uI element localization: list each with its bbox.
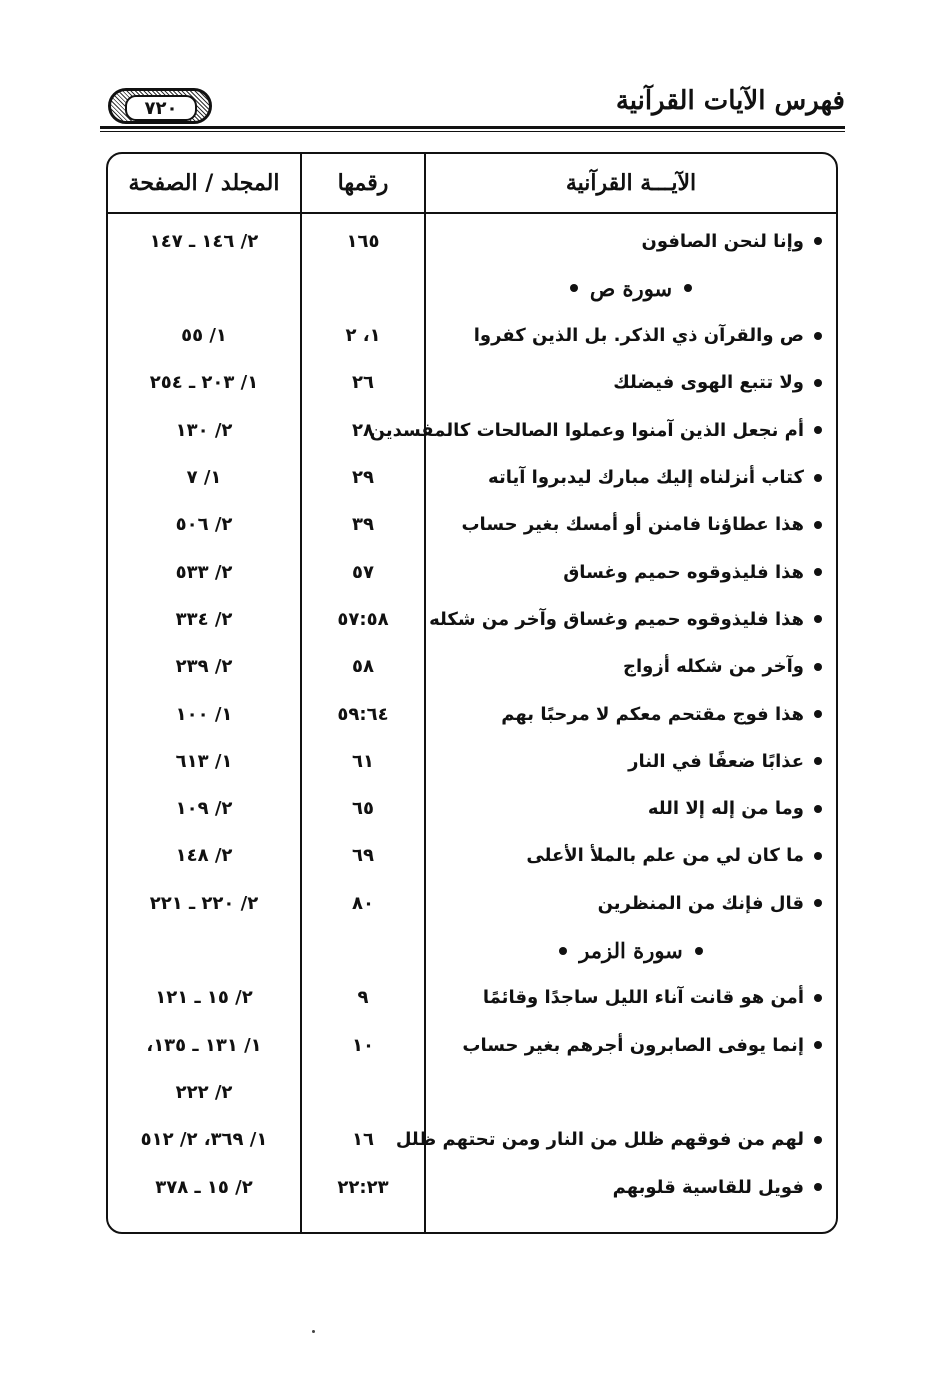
volume-page-cell: ٢/ ٥٠٦ bbox=[175, 514, 233, 536]
verse-cell bbox=[426, 880, 822, 926]
verse-cell bbox=[426, 502, 822, 548]
verse-cell bbox=[426, 313, 822, 359]
volume-page-cell: ٢/ ١٥ ـ ١٢١ bbox=[155, 987, 253, 1009]
verse-number-cell: ٢٩ bbox=[352, 467, 374, 488]
verse-number-cell: ١، ٢ bbox=[345, 325, 381, 347]
volume-page-cell: ١/ ٢٠٣ ـ ٢٥٤ bbox=[149, 372, 259, 394]
bullet-icon bbox=[814, 615, 822, 623]
table-row bbox=[108, 1069, 836, 1115]
verse-index-table bbox=[106, 152, 838, 1234]
volume-page-cell: ٢/ ٣٣٤ bbox=[175, 608, 233, 630]
bullet-icon bbox=[814, 474, 822, 482]
bullet-icon bbox=[814, 1041, 822, 1049]
bullet-icon bbox=[814, 1136, 822, 1144]
verse-text: وما من إله إلا الله bbox=[647, 798, 804, 820]
verse-text: ولا تتبع الهوى فيضلك bbox=[613, 372, 804, 394]
verse-text: فويل للقاسية قلوبهم bbox=[612, 1176, 804, 1198]
verse-cell bbox=[426, 360, 822, 406]
verse-text: هذا فليذوقوه حميم وغساق وآخر من شكله bbox=[429, 608, 804, 630]
verse-number-cell: ١٦٥ bbox=[346, 230, 380, 252]
volume-page-cell: ٢/ ١٥ ـ ٣٧٨ bbox=[155, 1176, 253, 1198]
table-row bbox=[108, 502, 836, 548]
volume-page-cell: ٢/ ١٤٨ bbox=[175, 845, 233, 867]
verse-text: هذا فوج مقتحم معكم لا مرحبًا بهم bbox=[501, 703, 804, 725]
volume-page-cell: ٢/ ١٠٩ bbox=[175, 798, 233, 820]
surah-heading bbox=[426, 265, 836, 311]
verse-cell bbox=[369, 407, 822, 453]
bullet-icon bbox=[695, 947, 703, 955]
table-row bbox=[108, 455, 836, 501]
verse-number-cell: ٩ bbox=[357, 987, 369, 1009]
table-row bbox=[108, 738, 836, 784]
verse-text: ص والقرآن ذي الذكر. بل الذين كفروا bbox=[473, 325, 804, 347]
bullet-icon bbox=[814, 805, 822, 813]
verse-column-header: الآيـــة القرآنية bbox=[565, 170, 697, 196]
verse-cell bbox=[426, 644, 822, 690]
volume-page-cell: ١/ ١٠٠ bbox=[175, 703, 233, 725]
verse-number-cell: ٥٩:٦٤ bbox=[337, 703, 389, 725]
verse-number-cell: ٥٨ bbox=[352, 656, 374, 678]
verse-cell bbox=[426, 1022, 822, 1068]
page-header bbox=[100, 80, 845, 132]
table-row bbox=[108, 786, 836, 832]
verse-text: ما كان لي من علم بالملأ الأعلى bbox=[526, 845, 804, 867]
bullet-icon bbox=[814, 710, 822, 718]
verse-number-cell: ٦١ bbox=[352, 750, 374, 772]
verse-text: وآخر من شكله أزواج bbox=[623, 656, 804, 678]
verse-cell bbox=[426, 786, 822, 832]
volume-page-cell: ٢/ ٢٢٠ ـ ٢٢١ bbox=[149, 892, 259, 914]
table-row bbox=[108, 407, 836, 453]
header-rule-thin bbox=[100, 131, 845, 132]
table-row bbox=[108, 1022, 836, 1068]
verse-cell bbox=[426, 549, 822, 595]
verse-cell bbox=[426, 596, 822, 642]
verse-number-cell: ٢٢:٢٣ bbox=[337, 1176, 389, 1198]
volume-page-cell: ١/ ٧ bbox=[186, 467, 222, 488]
volume-page-cell: ١/ ٣٦٩، ٢/ ٥١٢ bbox=[140, 1129, 268, 1151]
speck bbox=[312, 1330, 315, 1333]
verse-number-cell: ٥٧:٥٨ bbox=[337, 608, 389, 630]
volume-page-cell: ٢/ ١٣٠ bbox=[175, 419, 233, 441]
bullet-icon bbox=[814, 332, 822, 340]
verse-cell bbox=[426, 455, 822, 501]
verse-text: أم نجعل الذين آمنوا وعملوا الصالحات كالمفسدين bbox=[369, 419, 804, 441]
volume-page-cell: ١/ ١٣١ ـ ١٣٥، bbox=[146, 1034, 262, 1056]
reference-column-header: المجلد / الصفحة bbox=[128, 170, 280, 196]
table-header-row bbox=[108, 154, 836, 214]
verse-number-cell: ٣٩ bbox=[352, 514, 374, 536]
table-row bbox=[108, 644, 836, 690]
volume-page-cell: ٢/ ١٤٦ ـ ١٤٧ bbox=[149, 230, 259, 252]
verse-text: إنما يوفى الصابرون أجرهم بغير حساب bbox=[462, 1034, 804, 1056]
verse-number-cell: ١٦ bbox=[352, 1129, 374, 1151]
verse-number-cell: ٦٩ bbox=[352, 845, 374, 867]
bullet-icon bbox=[814, 994, 822, 1002]
number-column-header: رقمها bbox=[337, 170, 389, 196]
verse-number-cell: ١٠ bbox=[352, 1034, 374, 1056]
bullet-icon bbox=[814, 568, 822, 576]
verse-text: قال فإنك من المنظرين bbox=[597, 892, 804, 914]
verse-cell bbox=[426, 975, 822, 1021]
bullet-icon bbox=[684, 284, 692, 292]
table-row bbox=[108, 313, 836, 359]
table-row bbox=[108, 691, 836, 737]
table-row bbox=[108, 596, 836, 642]
bullet-icon bbox=[814, 899, 822, 907]
verse-cell bbox=[426, 738, 822, 784]
verse-text: كتاب أنزلناه إليك مبارك ليدبروا آياته bbox=[488, 467, 804, 488]
verse-cell bbox=[426, 691, 822, 737]
bullet-icon bbox=[814, 379, 822, 387]
header-rule bbox=[100, 126, 845, 129]
volume-page-cell: ٢/ ٢٢٢ bbox=[175, 1081, 233, 1103]
surah-title: سورة ص bbox=[589, 275, 673, 301]
page-number: ٧٢٠ bbox=[125, 95, 197, 121]
verse-cell bbox=[426, 218, 822, 264]
verse-number-cell: ٢٦ bbox=[352, 372, 374, 394]
page-title: فهرس الآيات القرآنية bbox=[615, 86, 845, 116]
table-row bbox=[108, 975, 836, 1021]
volume-page-cell: ١/ ٦١٣ bbox=[175, 750, 233, 772]
surah-title: سورة الزمر bbox=[579, 938, 683, 963]
verse-text: هذا فليذوقوه حميم وغساق bbox=[563, 561, 804, 583]
table-row bbox=[108, 1164, 836, 1210]
table-row bbox=[108, 218, 836, 264]
bullet-icon bbox=[814, 1183, 822, 1191]
verse-text: وإنا لنحن الصافون bbox=[641, 230, 804, 252]
verse-text: أمن هو قانت آناء الليل ساجدًا وقائمًا bbox=[482, 987, 804, 1009]
table-row bbox=[108, 1117, 836, 1163]
verse-cell bbox=[426, 833, 822, 879]
verse-number-cell: ٥٧ bbox=[352, 561, 374, 583]
verse-number-cell: ٦٥ bbox=[352, 798, 374, 820]
table-row bbox=[108, 549, 836, 595]
table-row bbox=[108, 360, 836, 406]
verse-text: هذا عطاؤنا فامنن أو أمسك بغير حساب bbox=[461, 514, 804, 536]
verse-number-cell: ٨٠ bbox=[352, 892, 374, 914]
bullet-icon bbox=[814, 237, 822, 245]
table-row bbox=[108, 833, 836, 879]
table-row bbox=[108, 880, 836, 926]
bullet-icon bbox=[814, 852, 822, 860]
bullet-icon bbox=[570, 284, 578, 292]
verse-number-cell: ٢٨ bbox=[352, 419, 374, 441]
verse-cell bbox=[395, 1117, 822, 1163]
volume-page-cell: ٢/ ٢٣٩ bbox=[175, 656, 233, 678]
verse-text: لهم من فوقهم ظلل من النار ومن تحتهم ظلل bbox=[395, 1129, 804, 1151]
surah-heading bbox=[426, 928, 836, 974]
verse-text: عذابًا ضعفًا في النار bbox=[628, 750, 804, 772]
verse-cell bbox=[426, 1164, 822, 1210]
bullet-icon bbox=[814, 521, 822, 529]
bullet-icon bbox=[814, 663, 822, 671]
page-number-badge bbox=[108, 88, 212, 124]
bullet-icon bbox=[814, 426, 822, 434]
volume-page-cell: ٢/ ٥٣٣ bbox=[175, 561, 233, 583]
bullet-icon bbox=[559, 947, 567, 955]
volume-page-cell: ١/ ٥٥ bbox=[181, 325, 227, 347]
bullet-icon bbox=[814, 757, 822, 765]
